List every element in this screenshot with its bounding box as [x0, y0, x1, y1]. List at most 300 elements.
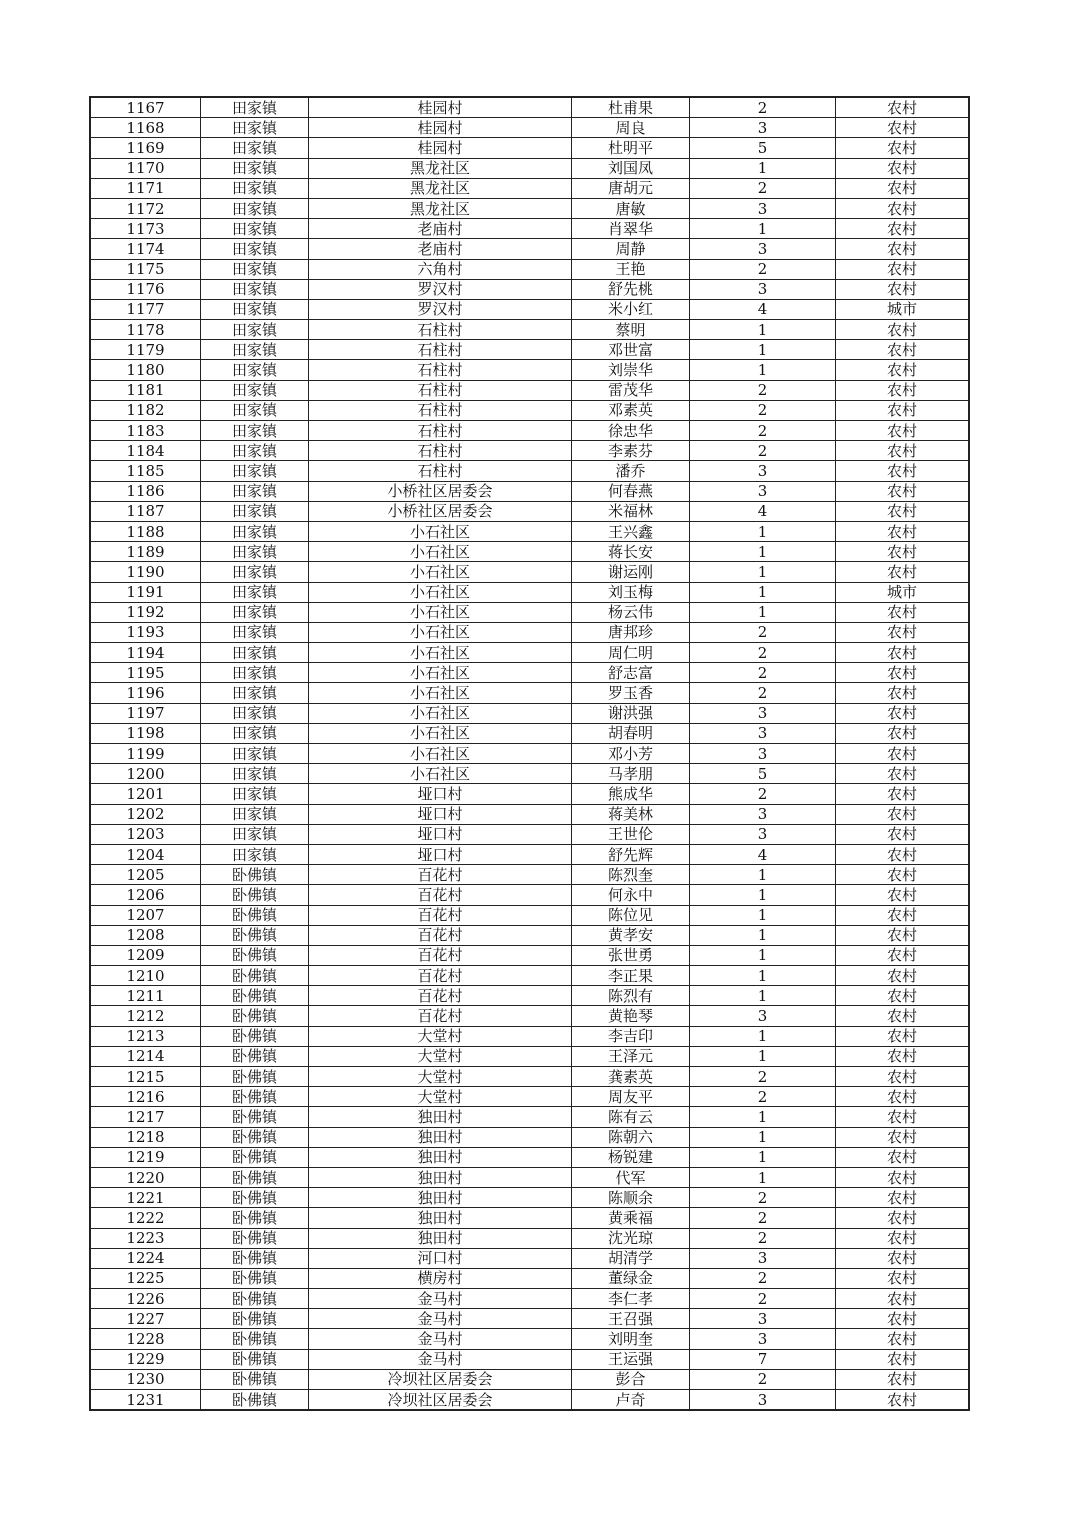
count-cell: 1 [690, 219, 836, 239]
index-cell: 1206 [91, 885, 201, 905]
village-cell: 老庙村 [309, 219, 572, 239]
count-cell: 3 [690, 723, 836, 743]
type-cell: 农村 [836, 98, 969, 118]
table-row [91, 501, 969, 521]
town-cell: 田家镇 [201, 259, 309, 279]
town-cell: 卧佛镇 [201, 966, 309, 986]
count-cell: 4 [690, 844, 836, 864]
type-cell: 农村 [836, 683, 969, 703]
index-cell: 1208 [91, 925, 201, 945]
type-cell: 农村 [836, 1087, 969, 1107]
village-cell: 老庙村 [309, 239, 572, 259]
table-row [91, 158, 969, 178]
index-cell: 1177 [91, 299, 201, 319]
name-cell: 周良 [572, 118, 690, 138]
type-cell: 农村 [836, 784, 969, 804]
table-row [91, 299, 969, 319]
town-cell: 田家镇 [201, 138, 309, 158]
table-row [91, 219, 969, 239]
index-cell: 1193 [91, 622, 201, 642]
index-cell: 1180 [91, 360, 201, 380]
name-cell: 周仁明 [572, 643, 690, 663]
table-row [91, 562, 969, 582]
index-cell: 1230 [91, 1369, 201, 1389]
index-cell: 1173 [91, 219, 201, 239]
table-row [91, 1046, 969, 1066]
village-cell: 小石社区 [309, 723, 572, 743]
type-cell: 农村 [836, 865, 969, 885]
type-cell: 农村 [836, 1248, 969, 1268]
type-cell: 农村 [836, 320, 969, 340]
table-row [91, 622, 969, 642]
table-body [91, 98, 969, 1410]
village-cell: 金马村 [309, 1349, 572, 1369]
count-cell: 2 [690, 643, 836, 663]
count-cell: 1 [690, 602, 836, 622]
type-cell: 农村 [836, 925, 969, 945]
town-cell: 田家镇 [201, 441, 309, 461]
town-cell: 卧佛镇 [201, 925, 309, 945]
name-cell: 杨锐建 [572, 1147, 690, 1167]
index-cell: 1222 [91, 1208, 201, 1228]
table-row [91, 1309, 969, 1329]
index-cell: 1169 [91, 138, 201, 158]
table-row [91, 764, 969, 784]
count-cell: 2 [690, 380, 836, 400]
type-cell: 农村 [836, 764, 969, 784]
count-cell: 2 [690, 441, 836, 461]
village-cell: 六角村 [309, 259, 572, 279]
name-cell: 舒先桃 [572, 279, 690, 299]
type-cell: 农村 [836, 1349, 969, 1369]
village-cell: 小石社区 [309, 764, 572, 784]
index-cell: 1223 [91, 1228, 201, 1248]
name-cell: 唐邦珍 [572, 622, 690, 642]
name-cell: 潘乔 [572, 461, 690, 481]
index-cell: 1183 [91, 421, 201, 441]
table-row [91, 279, 969, 299]
table-row [91, 663, 969, 683]
town-cell: 卧佛镇 [201, 865, 309, 885]
town-cell: 卧佛镇 [201, 1188, 309, 1208]
town-cell: 田家镇 [201, 461, 309, 481]
table-row [91, 1127, 969, 1147]
type-cell: 农村 [836, 824, 969, 844]
village-cell: 冷坝社区居委会 [309, 1369, 572, 1389]
table-row [91, 1369, 969, 1389]
town-cell: 田家镇 [201, 744, 309, 764]
table-row [91, 1026, 969, 1046]
type-cell: 农村 [836, 905, 969, 925]
table-row [91, 703, 969, 723]
count-cell: 3 [690, 1390, 836, 1410]
index-cell: 1213 [91, 1026, 201, 1046]
name-cell: 唐胡元 [572, 178, 690, 198]
village-cell: 百花村 [309, 925, 572, 945]
count-cell: 2 [690, 178, 836, 198]
index-cell: 1231 [91, 1390, 201, 1410]
count-cell: 3 [690, 824, 836, 844]
name-cell: 张世勇 [572, 945, 690, 965]
name-cell: 王运强 [572, 1349, 690, 1369]
village-cell: 垭口村 [309, 784, 572, 804]
name-cell: 王艳 [572, 259, 690, 279]
index-cell: 1184 [91, 441, 201, 461]
type-cell: 农村 [836, 1228, 969, 1248]
count-cell: 1 [690, 320, 836, 340]
name-cell: 杜明平 [572, 138, 690, 158]
village-cell: 小桥社区居委会 [309, 481, 572, 501]
type-cell: 农村 [836, 219, 969, 239]
village-cell: 独田村 [309, 1127, 572, 1147]
table-row [91, 744, 969, 764]
table-row [91, 905, 969, 925]
name-cell: 邓小芳 [572, 744, 690, 764]
type-cell: 农村 [836, 501, 969, 521]
table-row [91, 521, 969, 541]
town-cell: 卧佛镇 [201, 1208, 309, 1228]
count-cell: 1 [690, 925, 836, 945]
name-cell: 李吉印 [572, 1026, 690, 1046]
count-cell: 2 [690, 683, 836, 703]
count-cell: 1 [690, 885, 836, 905]
village-cell: 石柱村 [309, 461, 572, 481]
table-row [91, 1228, 969, 1248]
name-cell: 陈位见 [572, 905, 690, 925]
village-cell: 罗汉村 [309, 299, 572, 319]
index-cell: 1207 [91, 905, 201, 925]
village-cell: 百花村 [309, 885, 572, 905]
count-cell: 3 [690, 461, 836, 481]
town-cell: 田家镇 [201, 320, 309, 340]
table-row [91, 723, 969, 743]
town-cell: 田家镇 [201, 844, 309, 864]
type-cell: 农村 [836, 723, 969, 743]
town-cell: 卧佛镇 [201, 1289, 309, 1309]
table-row [91, 421, 969, 441]
town-cell: 田家镇 [201, 178, 309, 198]
table-row [91, 198, 969, 218]
type-cell: 农村 [836, 945, 969, 965]
index-cell: 1227 [91, 1309, 201, 1329]
type-cell: 农村 [836, 1067, 969, 1087]
town-cell: 田家镇 [201, 299, 309, 319]
name-cell: 熊成华 [572, 784, 690, 804]
count-cell: 2 [690, 98, 836, 118]
name-cell: 何春燕 [572, 481, 690, 501]
name-cell: 陈烈有 [572, 986, 690, 1006]
name-cell: 米福林 [572, 501, 690, 521]
name-cell: 杜甫果 [572, 98, 690, 118]
village-cell: 大堂村 [309, 1067, 572, 1087]
count-cell: 1 [690, 1046, 836, 1066]
table-row [91, 925, 969, 945]
table-row [91, 1289, 969, 1309]
count-cell: 2 [690, 663, 836, 683]
village-cell: 垭口村 [309, 844, 572, 864]
index-cell: 1185 [91, 461, 201, 481]
type-cell: 农村 [836, 1208, 969, 1228]
name-cell: 黄孝安 [572, 925, 690, 945]
count-cell: 3 [690, 1309, 836, 1329]
name-cell: 徐忠华 [572, 421, 690, 441]
count-cell: 2 [690, 784, 836, 804]
index-cell: 1170 [91, 158, 201, 178]
index-cell: 1215 [91, 1067, 201, 1087]
town-cell: 卧佛镇 [201, 1369, 309, 1389]
village-cell: 独田村 [309, 1167, 572, 1187]
type-cell: 农村 [836, 461, 969, 481]
name-cell: 胡清学 [572, 1248, 690, 1268]
town-cell: 卧佛镇 [201, 1390, 309, 1410]
town-cell: 田家镇 [201, 824, 309, 844]
table-row [91, 945, 969, 965]
index-cell: 1216 [91, 1087, 201, 1107]
name-cell: 唐敏 [572, 198, 690, 218]
town-cell: 田家镇 [201, 582, 309, 602]
count-cell: 3 [690, 804, 836, 824]
name-cell: 谢洪强 [572, 703, 690, 723]
index-cell: 1191 [91, 582, 201, 602]
name-cell: 米小红 [572, 299, 690, 319]
village-cell: 百花村 [309, 865, 572, 885]
index-cell: 1182 [91, 400, 201, 420]
name-cell: 蔡明 [572, 320, 690, 340]
index-cell: 1179 [91, 340, 201, 360]
count-cell: 2 [690, 1268, 836, 1288]
table-row [91, 804, 969, 824]
town-cell: 田家镇 [201, 542, 309, 562]
table-row [91, 865, 969, 885]
name-cell: 彭合 [572, 1369, 690, 1389]
name-cell: 黄艳琴 [572, 1006, 690, 1026]
table-row [91, 320, 969, 340]
village-cell: 小石社区 [309, 622, 572, 642]
type-cell: 农村 [836, 1026, 969, 1046]
table-row [91, 966, 969, 986]
count-cell: 1 [690, 966, 836, 986]
count-cell: 1 [690, 360, 836, 380]
count-cell: 1 [690, 542, 836, 562]
type-cell: 农村 [836, 1107, 969, 1127]
data-table [90, 97, 969, 1410]
village-cell: 小石社区 [309, 521, 572, 541]
village-cell: 黑龙社区 [309, 198, 572, 218]
name-cell: 王泽元 [572, 1046, 690, 1066]
village-cell: 黑龙社区 [309, 158, 572, 178]
name-cell: 陈顺余 [572, 1188, 690, 1208]
village-cell: 小石社区 [309, 744, 572, 764]
town-cell: 卧佛镇 [201, 1006, 309, 1026]
town-cell: 田家镇 [201, 380, 309, 400]
name-cell: 李仁孝 [572, 1289, 690, 1309]
town-cell: 田家镇 [201, 118, 309, 138]
town-cell: 田家镇 [201, 562, 309, 582]
index-cell: 1188 [91, 521, 201, 541]
name-cell: 卢奇 [572, 1390, 690, 1410]
type-cell: 农村 [836, 643, 969, 663]
index-cell: 1224 [91, 1248, 201, 1268]
name-cell: 王召强 [572, 1309, 690, 1329]
table-row [91, 1390, 969, 1410]
table-row [91, 542, 969, 562]
table-row [91, 1329, 969, 1349]
index-cell: 1211 [91, 986, 201, 1006]
count-cell: 1 [690, 562, 836, 582]
type-cell: 农村 [836, 1390, 969, 1410]
village-cell: 石柱村 [309, 360, 572, 380]
table-row [91, 784, 969, 804]
village-cell: 罗汉村 [309, 279, 572, 299]
count-cell: 2 [690, 259, 836, 279]
count-cell: 1 [690, 158, 836, 178]
village-cell: 小石社区 [309, 683, 572, 703]
type-cell: 农村 [836, 198, 969, 218]
count-cell: 3 [690, 118, 836, 138]
town-cell: 田家镇 [201, 481, 309, 501]
index-cell: 1201 [91, 784, 201, 804]
name-cell: 雷茂华 [572, 380, 690, 400]
index-cell: 1229 [91, 1349, 201, 1369]
index-cell: 1220 [91, 1167, 201, 1187]
town-cell: 卧佛镇 [201, 1268, 309, 1288]
table-row [91, 643, 969, 663]
count-cell: 1 [690, 1026, 836, 1046]
index-cell: 1219 [91, 1147, 201, 1167]
type-cell: 农村 [836, 441, 969, 461]
index-cell: 1228 [91, 1329, 201, 1349]
name-cell: 沈光琼 [572, 1228, 690, 1248]
village-cell: 百花村 [309, 945, 572, 965]
name-cell: 肖翠华 [572, 219, 690, 239]
type-cell: 农村 [836, 663, 969, 683]
village-cell: 小石社区 [309, 703, 572, 723]
village-cell: 金马村 [309, 1289, 572, 1309]
index-cell: 1217 [91, 1107, 201, 1127]
count-cell: 3 [690, 744, 836, 764]
count-cell: 3 [690, 198, 836, 218]
town-cell: 田家镇 [201, 804, 309, 824]
table-row [91, 360, 969, 380]
name-cell: 李素芬 [572, 441, 690, 461]
count-cell: 3 [690, 239, 836, 259]
count-cell: 5 [690, 138, 836, 158]
type-cell: 农村 [836, 844, 969, 864]
count-cell: 3 [690, 1006, 836, 1026]
village-cell: 横房村 [309, 1268, 572, 1288]
index-cell: 1181 [91, 380, 201, 400]
village-cell: 小石社区 [309, 562, 572, 582]
type-cell: 农村 [836, 703, 969, 723]
village-cell: 石柱村 [309, 421, 572, 441]
type-cell: 农村 [836, 239, 969, 259]
index-cell: 1225 [91, 1268, 201, 1288]
village-cell: 独田村 [309, 1147, 572, 1167]
table-row [91, 1087, 969, 1107]
town-cell: 田家镇 [201, 784, 309, 804]
index-cell: 1218 [91, 1127, 201, 1147]
table-row [91, 1167, 969, 1187]
type-cell: 农村 [836, 138, 969, 158]
town-cell: 田家镇 [201, 764, 309, 784]
name-cell: 邓世富 [572, 340, 690, 360]
name-cell: 周静 [572, 239, 690, 259]
index-cell: 1194 [91, 643, 201, 663]
type-cell: 城市 [836, 299, 969, 319]
town-cell: 卧佛镇 [201, 885, 309, 905]
count-cell: 1 [690, 582, 836, 602]
count-cell: 5 [690, 764, 836, 784]
table-row [91, 98, 969, 118]
village-cell: 桂园村 [309, 98, 572, 118]
type-cell: 农村 [836, 1289, 969, 1309]
town-cell: 田家镇 [201, 663, 309, 683]
table-row [91, 380, 969, 400]
name-cell: 舒先辉 [572, 844, 690, 864]
town-cell: 田家镇 [201, 158, 309, 178]
village-cell: 石柱村 [309, 320, 572, 340]
type-cell: 农村 [836, 542, 969, 562]
table-row [91, 885, 969, 905]
table-row [91, 986, 969, 1006]
index-cell: 1199 [91, 744, 201, 764]
type-cell: 农村 [836, 1309, 969, 1329]
index-cell: 1190 [91, 562, 201, 582]
name-cell: 刘国凤 [572, 158, 690, 178]
name-cell: 刘明奎 [572, 1329, 690, 1349]
town-cell: 田家镇 [201, 602, 309, 622]
village-cell: 百花村 [309, 986, 572, 1006]
name-cell: 周友平 [572, 1087, 690, 1107]
type-cell: 农村 [836, 1369, 969, 1389]
type-cell: 农村 [836, 602, 969, 622]
index-cell: 1176 [91, 279, 201, 299]
village-cell: 石柱村 [309, 380, 572, 400]
table-row [91, 1147, 969, 1167]
index-cell: 1174 [91, 239, 201, 259]
count-cell: 2 [690, 1289, 836, 1309]
name-cell: 何永中 [572, 885, 690, 905]
type-cell: 农村 [836, 1268, 969, 1288]
index-cell: 1204 [91, 844, 201, 864]
name-cell: 马孝朋 [572, 764, 690, 784]
index-cell: 1178 [91, 320, 201, 340]
village-cell: 百花村 [309, 905, 572, 925]
village-cell: 小石社区 [309, 582, 572, 602]
table-row [91, 1006, 969, 1026]
town-cell: 卧佛镇 [201, 1046, 309, 1066]
town-cell: 田家镇 [201, 279, 309, 299]
town-cell: 田家镇 [201, 239, 309, 259]
index-cell: 1171 [91, 178, 201, 198]
type-cell: 城市 [836, 582, 969, 602]
name-cell: 舒志富 [572, 663, 690, 683]
town-cell: 卧佛镇 [201, 905, 309, 925]
index-cell: 1209 [91, 945, 201, 965]
name-cell: 陈烈奎 [572, 865, 690, 885]
table-row [91, 340, 969, 360]
count-cell: 1 [690, 945, 836, 965]
name-cell: 代军 [572, 1167, 690, 1187]
type-cell: 农村 [836, 885, 969, 905]
table-row [91, 582, 969, 602]
type-cell: 农村 [836, 178, 969, 198]
village-cell: 桂园村 [309, 138, 572, 158]
name-cell: 罗玉香 [572, 683, 690, 703]
village-cell: 垭口村 [309, 824, 572, 844]
type-cell: 农村 [836, 622, 969, 642]
village-cell: 垭口村 [309, 804, 572, 824]
